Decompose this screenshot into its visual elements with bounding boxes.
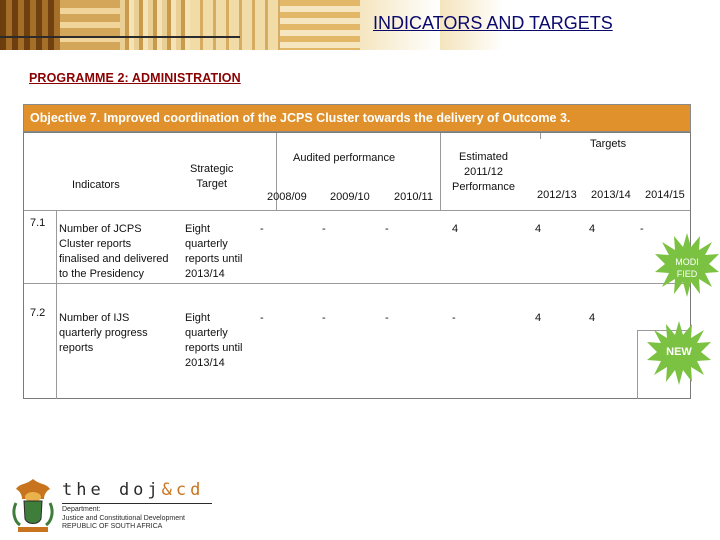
row-value-2012-13: 4 <box>535 223 542 235</box>
brand-text-dark: the doj <box>62 480 162 500</box>
objective-text: Objective 7. Improved coordination of the JCPS Cluster towards the delivery of Outcome 3. <box>30 111 571 125</box>
grid-line <box>637 330 638 399</box>
header-year-2013-14: 2013/14 <box>591 189 631 201</box>
new-badge-label: NEW <box>666 346 692 358</box>
brand-logo-text <box>62 480 204 500</box>
new-badge <box>646 320 712 386</box>
grid-line <box>540 133 541 139</box>
row-strategic-target: Eight quarterly reports until 2013/14 <box>185 312 243 369</box>
row-value-2009-10: - <box>322 223 326 235</box>
header-banner <box>0 0 720 50</box>
header-year-2008-09: 2008/09 <box>267 191 307 203</box>
objective-bar <box>23 104 691 132</box>
header-strategic-target: Strategic Target <box>190 163 234 190</box>
row-indicator: Number of IJS quarterly progress reports <box>59 312 148 354</box>
department-line: Department: <box>62 506 101 513</box>
header-year-2014-15: 2014/15 <box>645 189 685 201</box>
row-value-2013-14: 4 <box>589 223 596 235</box>
row-strategic-target: Eight quarterly reports until 2013/14 <box>185 223 243 280</box>
indicators-table <box>23 132 691 399</box>
row-number: 7.1 <box>30 217 46 229</box>
programme-heading: PROGRAMME 2: ADMINISTRATION <box>29 71 241 85</box>
banner-rule <box>0 36 240 38</box>
row-value-2009-10: - <box>322 312 326 324</box>
row-value-2010-11: - <box>385 223 389 235</box>
brand-text-accent: &cd <box>161 480 205 500</box>
header-targets: Targets <box>590 138 627 150</box>
header-year-2010-11: 2010/11 <box>394 191 433 203</box>
banner-image-segment <box>0 0 60 50</box>
header-year-2012-13: 2012/13 <box>537 189 577 201</box>
grid-line <box>24 283 690 284</box>
row-number: 7.2 <box>30 307 46 319</box>
modified-badge-label: MODI FIED <box>675 257 699 279</box>
banner-image-segment <box>190 0 280 50</box>
banner-image-segment <box>280 0 360 50</box>
department-line: Justice and Constitutional Development <box>62 514 185 522</box>
modified-badge <box>654 232 720 298</box>
coat-of-arms-icon <box>8 475 58 537</box>
brand-rule <box>62 503 212 504</box>
row-value-estimated: 4 <box>452 223 459 235</box>
row-value-2014-15: - <box>640 223 644 235</box>
row-value-2013-14: 4 <box>589 312 596 324</box>
grid-line <box>56 210 57 399</box>
banner-image-segment <box>120 0 190 50</box>
row-value-2012-13: 4 <box>535 312 542 324</box>
grid-line <box>24 210 690 211</box>
banner-image-segment <box>60 0 120 50</box>
grid-line <box>440 133 441 210</box>
department-line: REPUBLIC OF SOUTH AFRICA <box>62 523 163 530</box>
header-audited-performance: Audited performance <box>293 152 396 164</box>
row-value-2008-09: - <box>260 312 264 324</box>
row-value-2010-11: - <box>385 312 389 324</box>
department-text <box>62 506 185 532</box>
row-value-2008-09: - <box>260 223 264 235</box>
row-indicator: Number of JCPS Cluster reports finalised and delivered to the Presidency <box>59 223 169 280</box>
row-value-estimated: - <box>452 312 456 324</box>
header-year-2009-10: 2009/10 <box>330 191 370 203</box>
header-indicators: Indicators <box>72 179 120 191</box>
header-estimated: Estimated 2011/12 Performance <box>452 151 515 193</box>
slide-title: INDICATORS AND TARGETS <box>373 13 613 33</box>
